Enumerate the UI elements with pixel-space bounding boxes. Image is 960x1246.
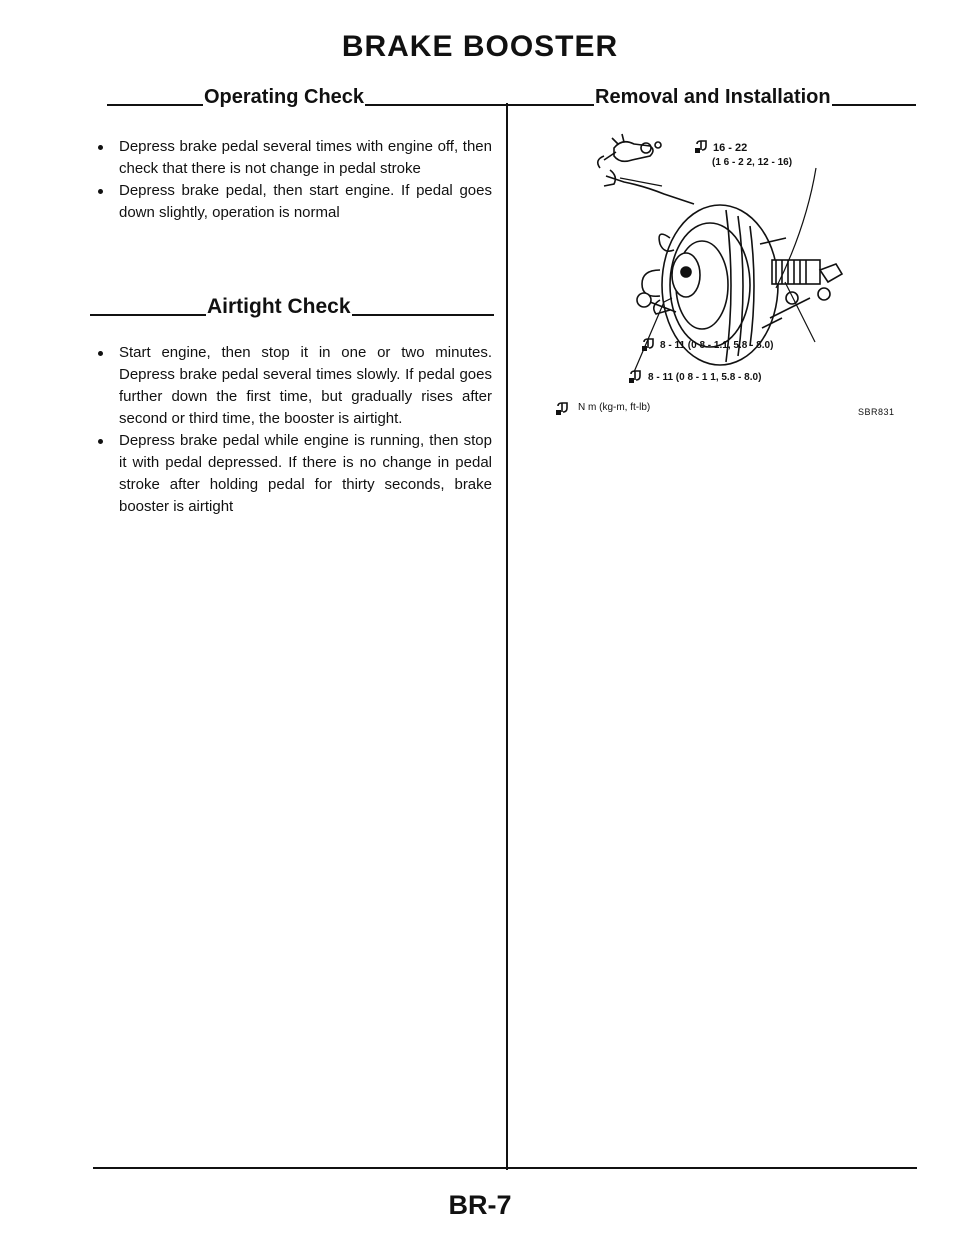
list-item-text: Depress brake pedal while engine is running, then stop it with pedal depressed. If there is no change in pedal stroke after holding pedal for thirty seconds, brake booster is airtight — [119, 432, 492, 515]
torque-wrench-icon — [694, 140, 708, 154]
list-item — [92, 180, 492, 224]
torque-unit-legend: N m (kg-m, ft-lb) — [578, 402, 651, 413]
bullet-icon — [98, 145, 103, 150]
airtight-check-heading — [90, 295, 494, 319]
removal-installation-title: Removal and Installation — [595, 86, 831, 108]
torque-top-value: 16 - 22 — [713, 142, 748, 154]
list-item — [92, 342, 492, 430]
column-divider — [506, 103, 508, 1170]
torque-wrench-icon — [628, 370, 642, 384]
bottom-rule — [93, 1167, 917, 1169]
list-item — [92, 136, 492, 180]
check-valve-illustration — [598, 134, 694, 204]
list-item-text: Depress brake pedal several times with engine off, then check that there is not change in pedal stroke — [119, 138, 492, 177]
torque-low-value: 8 - 11 (0 8 - 1 1, 5.8 - 8.0) — [648, 372, 762, 383]
torque-top-alt: (1 6 - 2 2, 12 - 16) — [712, 157, 793, 168]
heading-rule-left — [90, 314, 206, 316]
airtight-check-list — [92, 342, 492, 518]
torque-wrench-icon — [641, 338, 655, 352]
list-item-text: Start engine, then stop it in one or two minutes. Depress brake pedal several times slowly. If pedal goes further down the first time, but gradually rises after second or third time, the booster is airtight. — [119, 344, 492, 427]
heading-rule-right — [832, 104, 916, 106]
torque-wrench-icon — [555, 402, 569, 416]
operating-check-title: Operating Check — [204, 86, 365, 108]
list-item — [92, 430, 492, 518]
operating-check-heading — [107, 86, 507, 109]
page-title: BRAKE BOOSTER — [341, 30, 619, 63]
heading-rule-right — [352, 314, 494, 316]
torque-mid-value: 8 - 11 (0 8 - 1.1, 5.8 - 8.0) — [660, 340, 774, 351]
removal-installation-heading — [508, 86, 916, 109]
list-item-text: Depress brake pedal, then start engine. If pedal goes down slightly, operation is normal — [119, 182, 492, 221]
bullet-icon — [98, 189, 103, 194]
bullet-icon — [98, 351, 103, 356]
airtight-check-title: Airtight Check — [207, 295, 351, 318]
heading-rule-left — [508, 104, 594, 106]
brake-booster-diagram — [510, 120, 850, 410]
figure-code: SBR831 — [858, 407, 895, 417]
operating-check-list — [92, 136, 492, 224]
bullet-icon — [98, 439, 103, 444]
heading-rule-left — [107, 104, 203, 106]
page-number: BR-7 — [448, 1190, 512, 1220]
heading-rule-right — [365, 104, 507, 106]
